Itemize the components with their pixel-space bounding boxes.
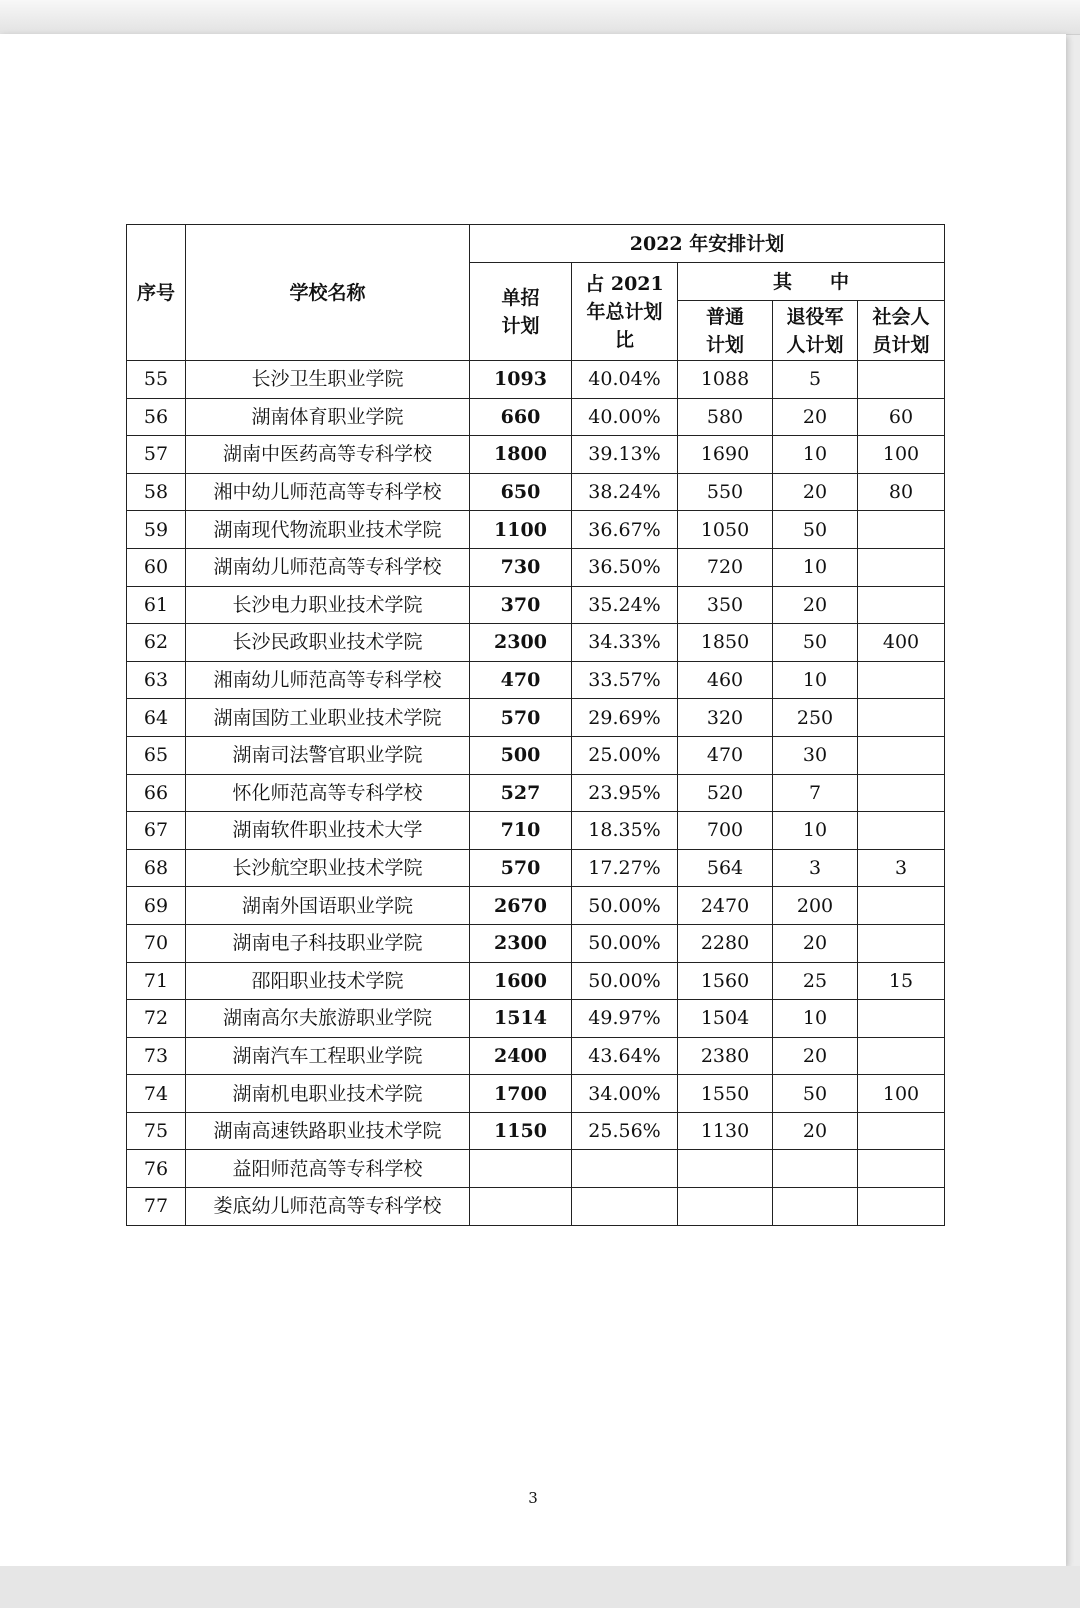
cell-regular-plan: 470 xyxy=(678,736,773,774)
table-row xyxy=(127,1000,945,1038)
cell-regular-plan: 2280 xyxy=(678,924,773,962)
cell-social-plan: 3 xyxy=(858,849,945,887)
cell-single-plan: 2300 xyxy=(470,624,572,662)
cell-seq: 56 xyxy=(127,398,186,436)
header-school-name: 学校名称 xyxy=(186,225,470,361)
cell-regular-plan: 550 xyxy=(678,473,773,511)
cell-veteran-plan: 10 xyxy=(773,436,858,474)
cell-seq: 70 xyxy=(127,924,186,962)
table-row xyxy=(127,699,945,737)
cell-school-name: 湖南软件职业技术大学 xyxy=(186,812,470,850)
viewer-top-bar xyxy=(0,0,1080,35)
table-row xyxy=(127,849,945,887)
cell-veteran-plan: 50 xyxy=(773,624,858,662)
cell-school-name: 湘中幼儿师范高等专科学校 xyxy=(186,473,470,511)
cell-regular-plan: 1550 xyxy=(678,1075,773,1113)
cell-regular-plan xyxy=(678,1150,773,1188)
cell-school-name: 益阳师范高等专科学校 xyxy=(186,1150,470,1188)
cell-seq: 65 xyxy=(127,736,186,774)
cell-single-plan: 470 xyxy=(470,661,572,699)
cell-veteran-plan: 50 xyxy=(773,1075,858,1113)
cell-seq: 69 xyxy=(127,887,186,925)
cell-school-name: 湖南幼儿师范高等专科学校 xyxy=(186,548,470,586)
cell-regular-plan: 1088 xyxy=(678,361,773,399)
table-row xyxy=(127,1112,945,1150)
cell-social-plan xyxy=(858,699,945,737)
cell-share-2021: 39.13% xyxy=(572,436,678,474)
cell-social-plan xyxy=(858,361,945,399)
enrollment-plan-table xyxy=(126,224,945,1226)
table-row xyxy=(127,624,945,662)
table-row xyxy=(127,1037,945,1075)
cell-single-plan: 527 xyxy=(470,774,572,812)
cell-seq: 77 xyxy=(127,1188,186,1226)
cell-veteran-plan: 30 xyxy=(773,736,858,774)
cell-share-2021: 50.00% xyxy=(572,962,678,1000)
cell-school-name: 湘南幼儿师范高等专科学校 xyxy=(186,661,470,699)
cell-share-2021: 49.97% xyxy=(572,1000,678,1038)
cell-single-plan: 730 xyxy=(470,548,572,586)
table-row xyxy=(127,812,945,850)
cell-social-plan xyxy=(858,511,945,549)
cell-single-plan: 710 xyxy=(470,812,572,850)
header-2022-plan: 2022 年安排计划 xyxy=(470,225,945,263)
cell-regular-plan: 2380 xyxy=(678,1037,773,1075)
cell-single-plan: 1514 xyxy=(470,1000,572,1038)
cell-school-name: 湖南中医药高等专科学校 xyxy=(186,436,470,474)
cell-share-2021: 33.57% xyxy=(572,661,678,699)
cell-share-2021: 40.00% xyxy=(572,398,678,436)
cell-single-plan: 650 xyxy=(470,473,572,511)
table-row xyxy=(127,1188,945,1226)
cell-veteran-plan: 20 xyxy=(773,1037,858,1075)
cell-single-plan: 2670 xyxy=(470,887,572,925)
cell-social-plan xyxy=(858,774,945,812)
cell-seq: 61 xyxy=(127,586,186,624)
cell-social-plan: 15 xyxy=(858,962,945,1000)
table-row xyxy=(127,887,945,925)
cell-veteran-plan: 250 xyxy=(773,699,858,737)
cell-share-2021: 38.24% xyxy=(572,473,678,511)
table-row xyxy=(127,1150,945,1188)
cell-seq: 67 xyxy=(127,812,186,850)
cell-seq: 71 xyxy=(127,962,186,1000)
cell-social-plan: 80 xyxy=(858,473,945,511)
table-row xyxy=(127,361,945,399)
cell-seq: 75 xyxy=(127,1112,186,1150)
cell-veteran-plan: 200 xyxy=(773,887,858,925)
cell-veteran-plan: 5 xyxy=(773,361,858,399)
cell-single-plan: 660 xyxy=(470,398,572,436)
table-row xyxy=(127,548,945,586)
header-single-plan: 单招计划 xyxy=(470,263,572,361)
cell-single-plan: 500 xyxy=(470,736,572,774)
cell-social-plan xyxy=(858,661,945,699)
cell-veteran-plan: 20 xyxy=(773,398,858,436)
cell-share-2021: 36.67% xyxy=(572,511,678,549)
cell-regular-plan: 520 xyxy=(678,774,773,812)
table-row xyxy=(127,774,945,812)
cell-share-2021: 18.35% xyxy=(572,812,678,850)
cell-veteran-plan: 25 xyxy=(773,962,858,1000)
cell-school-name: 湖南体育职业学院 xyxy=(186,398,470,436)
cell-single-plan: 570 xyxy=(470,699,572,737)
cell-regular-plan: 1850 xyxy=(678,624,773,662)
cell-seq: 58 xyxy=(127,473,186,511)
table-row xyxy=(127,511,945,549)
cell-regular-plan: 1690 xyxy=(678,436,773,474)
cell-share-2021 xyxy=(572,1150,678,1188)
cell-veteran-plan: 50 xyxy=(773,511,858,549)
cell-school-name: 湖南机电职业技术学院 xyxy=(186,1075,470,1113)
cell-regular-plan: 460 xyxy=(678,661,773,699)
cell-school-name: 湖南高速铁路职业技术学院 xyxy=(186,1112,470,1150)
cell-seq: 55 xyxy=(127,361,186,399)
cell-single-plan: 570 xyxy=(470,849,572,887)
cell-regular-plan: 580 xyxy=(678,398,773,436)
header-seq: 序号 xyxy=(127,225,186,361)
cell-veteran-plan: 20 xyxy=(773,473,858,511)
cell-veteran-plan: 20 xyxy=(773,586,858,624)
cell-school-name: 湖南司法警官职业学院 xyxy=(186,736,470,774)
cell-single-plan: 1100 xyxy=(470,511,572,549)
cell-regular-plan: 700 xyxy=(678,812,773,850)
viewer-bottom-bar xyxy=(0,1566,1080,1608)
cell-share-2021: 50.00% xyxy=(572,924,678,962)
cell-school-name: 长沙航空职业技术学院 xyxy=(186,849,470,887)
cell-social-plan xyxy=(858,1000,945,1038)
table-row xyxy=(127,398,945,436)
cell-social-plan xyxy=(858,887,945,925)
cell-regular-plan: 564 xyxy=(678,849,773,887)
cell-regular-plan: 350 xyxy=(678,586,773,624)
cell-social-plan: 100 xyxy=(858,1075,945,1113)
cell-share-2021: 25.00% xyxy=(572,736,678,774)
cell-seq: 72 xyxy=(127,1000,186,1038)
cell-share-2021: 29.69% xyxy=(572,699,678,737)
table-row xyxy=(127,586,945,624)
cell-veteran-plan: 10 xyxy=(773,548,858,586)
header-share-2021: 占 2021 年总计划比 xyxy=(572,263,678,361)
cell-share-2021: 25.56% xyxy=(572,1112,678,1150)
table-row xyxy=(127,962,945,1000)
header-veteran-plan: 退役军人计划 xyxy=(773,301,858,361)
cell-social-plan xyxy=(858,586,945,624)
cell-share-2021: 36.50% xyxy=(572,548,678,586)
cell-share-2021: 43.64% xyxy=(572,1037,678,1075)
cell-social-plan xyxy=(858,736,945,774)
cell-share-2021: 34.00% xyxy=(572,1075,678,1113)
cell-seq: 73 xyxy=(127,1037,186,1075)
table-header xyxy=(127,225,945,361)
cell-single-plan xyxy=(470,1188,572,1226)
cell-single-plan: 1093 xyxy=(470,361,572,399)
header-regular-plan: 普通计划 xyxy=(678,301,773,361)
cell-veteran-plan: 3 xyxy=(773,849,858,887)
cell-share-2021: 17.27% xyxy=(572,849,678,887)
cell-single-plan: 1700 xyxy=(470,1075,572,1113)
cell-seq: 66 xyxy=(127,774,186,812)
cell-share-2021: 23.95% xyxy=(572,774,678,812)
cell-share-2021: 40.04% xyxy=(572,361,678,399)
cell-school-name: 娄底幼儿师范高等专科学校 xyxy=(186,1188,470,1226)
cell-veteran-plan: 20 xyxy=(773,924,858,962)
cell-share-2021: 50.00% xyxy=(572,887,678,925)
cell-regular-plan: 1560 xyxy=(678,962,773,1000)
cell-seq: 76 xyxy=(127,1150,186,1188)
cell-single-plan: 2300 xyxy=(470,924,572,962)
cell-school-name: 湖南国防工业职业技术学院 xyxy=(186,699,470,737)
cell-single-plan: 370 xyxy=(470,586,572,624)
cell-social-plan xyxy=(858,1037,945,1075)
cell-school-name: 长沙民政职业技术学院 xyxy=(186,624,470,662)
cell-social-plan xyxy=(858,1150,945,1188)
cell-share-2021: 34.33% xyxy=(572,624,678,662)
cell-regular-plan: 1130 xyxy=(678,1112,773,1150)
cell-social-plan xyxy=(858,1188,945,1226)
cell-school-name: 怀化师范高等专科学校 xyxy=(186,774,470,812)
cell-seq: 59 xyxy=(127,511,186,549)
table-row xyxy=(127,1075,945,1113)
cell-seq: 74 xyxy=(127,1075,186,1113)
table-row xyxy=(127,924,945,962)
header-social-plan: 社会人员计划 xyxy=(858,301,945,361)
cell-school-name: 长沙卫生职业学院 xyxy=(186,361,470,399)
cell-veteran-plan: 10 xyxy=(773,1000,858,1038)
cell-regular-plan: 2470 xyxy=(678,887,773,925)
document-page xyxy=(0,34,1066,1566)
cell-single-plan xyxy=(470,1150,572,1188)
cell-school-name: 湖南电子科技职业学院 xyxy=(186,924,470,962)
cell-school-name: 湖南外国语职业学院 xyxy=(186,887,470,925)
cell-veteran-plan xyxy=(773,1188,858,1226)
cell-seq: 63 xyxy=(127,661,186,699)
cell-social-plan xyxy=(858,548,945,586)
cell-social-plan xyxy=(858,924,945,962)
cell-regular-plan xyxy=(678,1188,773,1226)
table-row xyxy=(127,473,945,511)
cell-social-plan xyxy=(858,812,945,850)
cell-regular-plan: 1504 xyxy=(678,1000,773,1038)
cell-school-name: 长沙电力职业技术学院 xyxy=(186,586,470,624)
table-row xyxy=(127,736,945,774)
cell-single-plan: 1150 xyxy=(470,1112,572,1150)
cell-school-name: 湖南现代物流职业技术学院 xyxy=(186,511,470,549)
cell-social-plan: 100 xyxy=(858,436,945,474)
page-number: 3 xyxy=(528,1489,538,1507)
cell-seq: 60 xyxy=(127,548,186,586)
table-body xyxy=(127,361,945,1226)
cell-school-name: 湖南高尔夫旅游职业学院 xyxy=(186,1000,470,1038)
cell-seq: 62 xyxy=(127,624,186,662)
cell-single-plan: 1800 xyxy=(470,436,572,474)
cell-single-plan: 1600 xyxy=(470,962,572,1000)
cell-seq: 64 xyxy=(127,699,186,737)
cell-veteran-plan: 10 xyxy=(773,661,858,699)
cell-social-plan: 60 xyxy=(858,398,945,436)
cell-social-plan xyxy=(858,1112,945,1150)
cell-school-name: 湖南汽车工程职业学院 xyxy=(186,1037,470,1075)
cell-regular-plan: 720 xyxy=(678,548,773,586)
cell-regular-plan: 1050 xyxy=(678,511,773,549)
cell-regular-plan: 320 xyxy=(678,699,773,737)
cell-veteran-plan: 10 xyxy=(773,812,858,850)
header-among: 其 中 xyxy=(678,263,945,301)
cell-share-2021: 35.24% xyxy=(572,586,678,624)
cell-social-plan: 400 xyxy=(858,624,945,662)
cell-veteran-plan: 7 xyxy=(773,774,858,812)
table-row xyxy=(127,436,945,474)
cell-veteran-plan: 20 xyxy=(773,1112,858,1150)
cell-share-2021 xyxy=(572,1188,678,1226)
cell-school-name: 邵阳职业技术学院 xyxy=(186,962,470,1000)
cell-seq: 57 xyxy=(127,436,186,474)
table-row xyxy=(127,661,945,699)
cell-seq: 68 xyxy=(127,849,186,887)
cell-veteran-plan xyxy=(773,1150,858,1188)
cell-single-plan: 2400 xyxy=(470,1037,572,1075)
